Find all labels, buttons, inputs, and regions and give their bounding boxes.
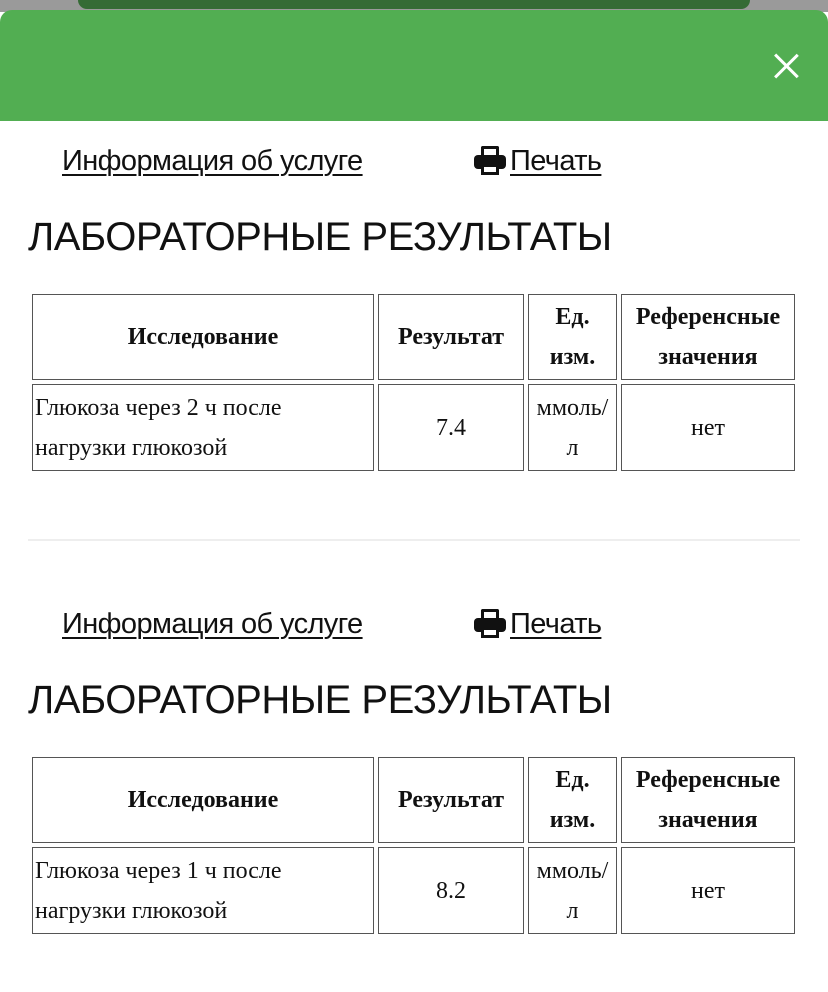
section-divider — [28, 539, 800, 541]
table-header-row — [32, 757, 795, 843]
cell-unit: ммоль/л — [528, 847, 617, 934]
column-header-study: Исследование — [32, 294, 374, 380]
printer-icon — [474, 609, 506, 639]
column-header-result: Результат — [378, 294, 524, 380]
cell-study: Глюкоза через 2 ч после нагрузки глюкозой — [32, 384, 374, 471]
service-info-link[interactable]: Информация об услуге — [62, 607, 363, 640]
cell-reference: нет — [621, 847, 795, 934]
column-header-reference: Референсные значения — [621, 757, 795, 843]
cell-result: 8.2 — [378, 847, 524, 934]
cell-result: 7.4 — [378, 384, 524, 471]
print-button[interactable] — [474, 145, 601, 178]
print-button[interactable] — [474, 608, 601, 641]
cell-unit: ммоль/л — [528, 384, 617, 471]
table-row — [32, 384, 795, 471]
column-header-unit: Ед. изм. — [528, 757, 617, 843]
modal-header — [0, 10, 828, 121]
results-table — [28, 290, 799, 475]
section-heading: ЛАБОРАТОРНЫЕ РЕЗУЛЬТАТЫ — [28, 215, 612, 259]
table-header-row — [32, 294, 795, 380]
table-row — [32, 847, 795, 934]
cell-study: Глюкоза через 1 ч после нагрузки глюкозой — [32, 847, 374, 934]
results-table — [28, 753, 799, 938]
printer-icon — [474, 146, 506, 176]
section-heading: ЛАБОРАТОРНЫЕ РЕЗУЛЬТАТЫ — [28, 678, 612, 722]
column-header-unit: Ед. изм. — [528, 294, 617, 380]
print-link[interactable]: Печать — [510, 607, 602, 640]
background-bar — [78, 0, 750, 9]
service-info-link[interactable]: Информация об услуге — [62, 144, 363, 177]
close-icon[interactable] — [772, 52, 800, 80]
column-header-reference: Референсные значения — [621, 294, 795, 380]
cell-reference: нет — [621, 384, 795, 471]
column-header-result: Результат — [378, 757, 524, 843]
column-header-study: Исследование — [32, 757, 374, 843]
print-link[interactable]: Печать — [510, 144, 602, 177]
